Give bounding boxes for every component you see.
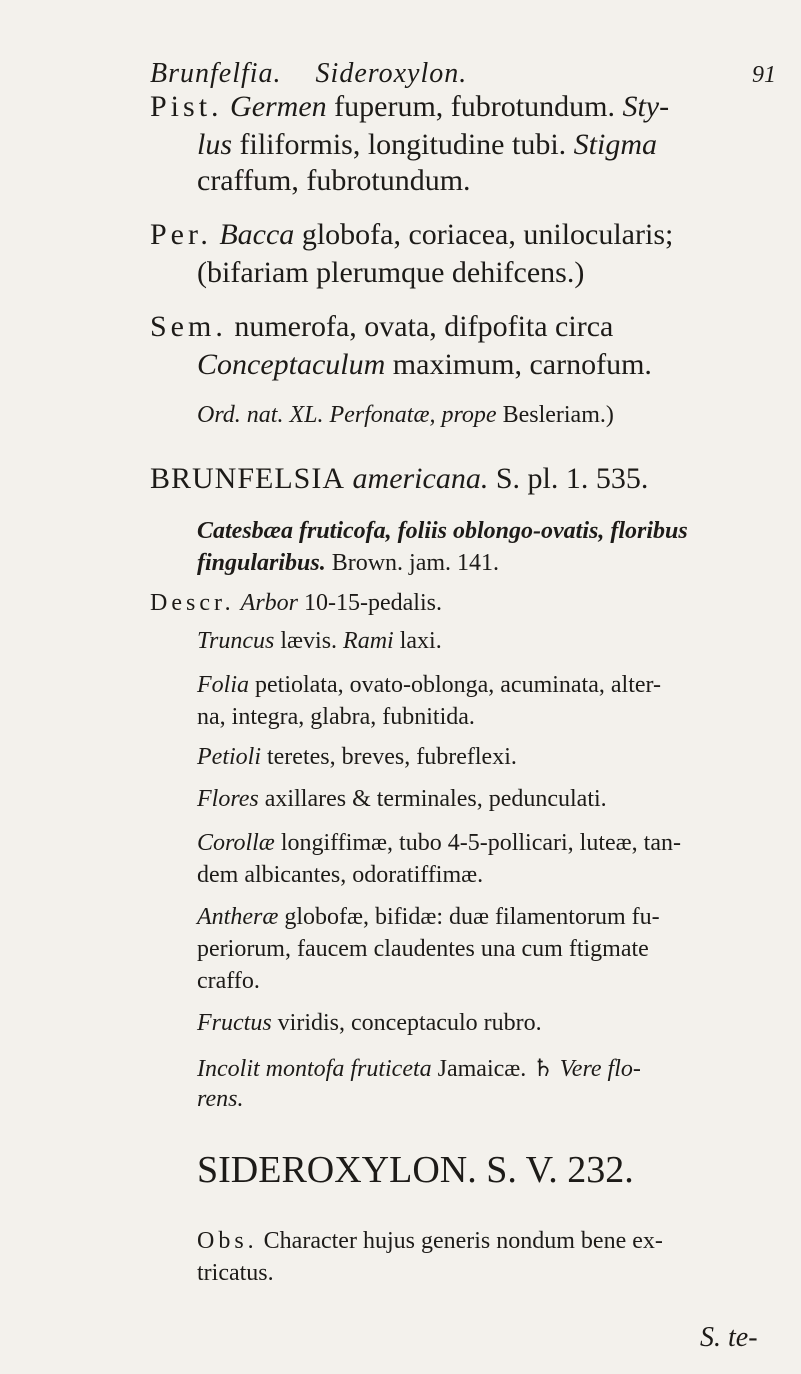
descr-antherae-2: periorum, faucem claudentes una cum ftigmate: [197, 936, 649, 962]
descr-fructus: Fructus viridis, conceptaculo rubro.: [197, 1010, 542, 1036]
descr-folia-2: na, integra, glabra, fubnitida.: [197, 704, 475, 730]
descr-antherae-3: craffo.: [197, 968, 260, 994]
descr-incolit-1: Incolit montofa fruticeta Jamaicæ. ♄ Vere flo-: [197, 1056, 641, 1082]
brunfelsia-synonym-2: fingularibus. Brown. jam. 141.: [197, 550, 500, 576]
descr-corollae-1: Corollæ longiffimæ, tubo 4-5-pollicari, luteæ, tan-: [197, 830, 681, 856]
header-left: Brunfelfia.: [150, 58, 282, 89]
pist-line-1: Pist. Germen fuperum, fubrotundum. Sty-: [150, 90, 670, 123]
obs-line-2: tricatus.: [197, 1260, 274, 1286]
descr-antherae-1: Antheræ globofæ, bifidæ: duæ filamentorum fu-: [197, 904, 660, 930]
pist-line-2: lus filiformis, longitudine tubi. Stigma: [197, 128, 658, 161]
running-header: [150, 58, 467, 90]
page-number: 91: [752, 62, 776, 88]
per-line-1: Per. Bacca globofa, coriacea, unilocularis;: [150, 218, 674, 251]
descr-arbor: Descr. Arbor 10-15-pedalis.: [150, 590, 442, 616]
saturn-symbol-icon: ♄: [532, 1056, 554, 1082]
sideroxylon-heading: SIDEROXYLON. S. V. 232.: [197, 1149, 634, 1191]
brunfelsia-synonym-1: Catesbæa fruticofa, foliis oblongo-ovatis, floribus: [197, 518, 688, 544]
descr-petioli: Petioli teretes, breves, fubreflexi.: [197, 744, 517, 770]
descr-truncus: Truncus lævis. Rami laxi.: [197, 628, 442, 654]
descr-folia-1: Folia petiolata, ovato-oblonga, acuminata, alter-: [197, 672, 662, 698]
sem-line-2: Conceptaculum maximum, carnofum.: [197, 348, 652, 381]
catchword: S. te-: [700, 1322, 758, 1353]
pist-line-3: craffum, fubrotundum.: [197, 164, 471, 197]
descr-corollae-2: dem albicantes, odoratiffimæ.: [197, 862, 484, 888]
obs-line-1: Obs. Character hujus generis nondum bene ex-: [197, 1228, 663, 1254]
per-line-2: (bifariam plerumque dehifcens.): [197, 256, 585, 289]
brunfelsia-heading: BRUNFELSIA americana. S. pl. 1. 535.: [150, 462, 649, 495]
ord-line: Ord. nat. XL. Perfonatæ, prope Besleriam.): [197, 402, 614, 428]
descr-flores: Flores axillares & terminales, pedunculati.: [197, 786, 607, 812]
header-right: Sideroxylon.: [315, 58, 468, 89]
descr-incolit-2: rens.: [197, 1086, 244, 1112]
sem-line-1: Sem. numerofa, ovata, difpofita circa: [150, 310, 614, 343]
